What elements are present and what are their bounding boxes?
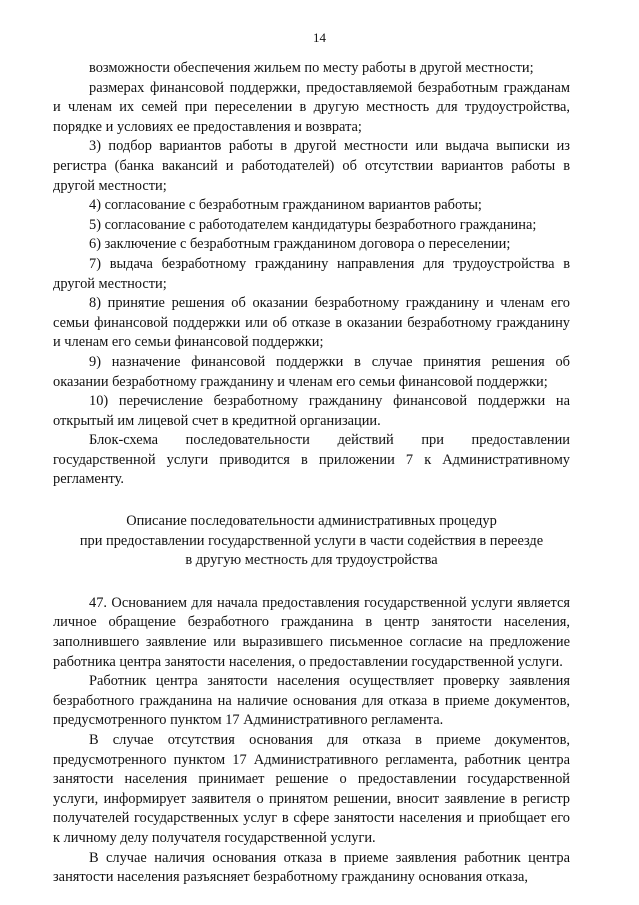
paragraph: 7) выдача безработному гражданину направления для трудоустройства в другой местности;: [53, 255, 570, 292]
paragraph: возможности обеспечения жильем по месту работы в другой местности;: [89, 60, 534, 76]
paragraph: 3) подбор вариантов работы в другой местности или выдача выписки из регистра (банка вакансий и работодателей) об отсутствии вариантов работы в другой местности;: [53, 138, 570, 194]
paragraph: В случае наличия основания отказа в приеме заявления работник центра занятости населения разъясняет безработному гражданину основания отказа,: [53, 849, 570, 886]
paragraph: В случае отсутствия основания для отказа в приеме документов, предусмотренного пунктом 17 Административного регламента, работник центра занятости населения принимает решение о предоставлении государственной услуги, информирует заявителя о принятом решении, вносит заявление в регистр получателей государственных услуг в сфере занятости населения и приобщает его к личному делу получателя государственной услуги.: [53, 732, 570, 846]
paragraph: 4) согласование с безработным гражданином вариантов работы;: [89, 197, 482, 214]
paragraph: 6) заключение с безработным гражданином договора о переселении;: [89, 236, 511, 253]
paragraph: размерах финансовой поддержки, предоставляемой безработным гражданам и членам их семей при переселении в другую местность для трудоустройства, порядке и условиях ее предоставления и возврата;: [53, 79, 570, 135]
heading-line: Описание последовательности административных процедур: [126, 513, 497, 530]
paragraph: Блок-схема последовательности действий при предоставлении государственной услуги приводится в приложении 7 к Административному регламенту.: [53, 432, 570, 488]
paragraph: Работник центра занятости населения осуществляет проверку заявления безработного гражданина на наличие основания для отказа в приеме документов, предусмотренного пунктом 17 Административного регламента.: [53, 673, 570, 729]
paragraph: 10) перечисление безработному гражданину финансовой поддержки на открытый им лицевой счет в кредитной организации.: [53, 393, 570, 429]
paragraph: 8) принятие решения об оказании безработному гражданину и членам его семьи финансовой поддержки или об отказе в оказании безработному гражданину и членам его семьи финансовой поддержки;: [53, 295, 570, 351]
section-heading: [53, 512, 570, 571]
heading-line: при предоставлении государственной услуги в части содействия в переезде: [79, 532, 544, 549]
heading-line: в другую местность для трудоустройства: [185, 552, 438, 569]
paragraph: 47. Основанием для начала предоставления государственной услуги является личное обращение безработного гражданина в центр занятости населения, заполнившего заявление или выразившего письменное согласие на предложение работника центра занятости населения, о предоставлении государственной услуги.: [53, 594, 570, 670]
page-number: 14: [313, 30, 326, 45]
paragraph: 5) согласование с работодателем кандидатуры безработного гражданина;: [89, 216, 537, 233]
document-body: [53, 59, 570, 888]
paragraph: 9) назначение финансовой поддержки в случае принятия решения об оказании безработному гражданину и членам его семьи финансовой поддержки;: [53, 353, 570, 390]
